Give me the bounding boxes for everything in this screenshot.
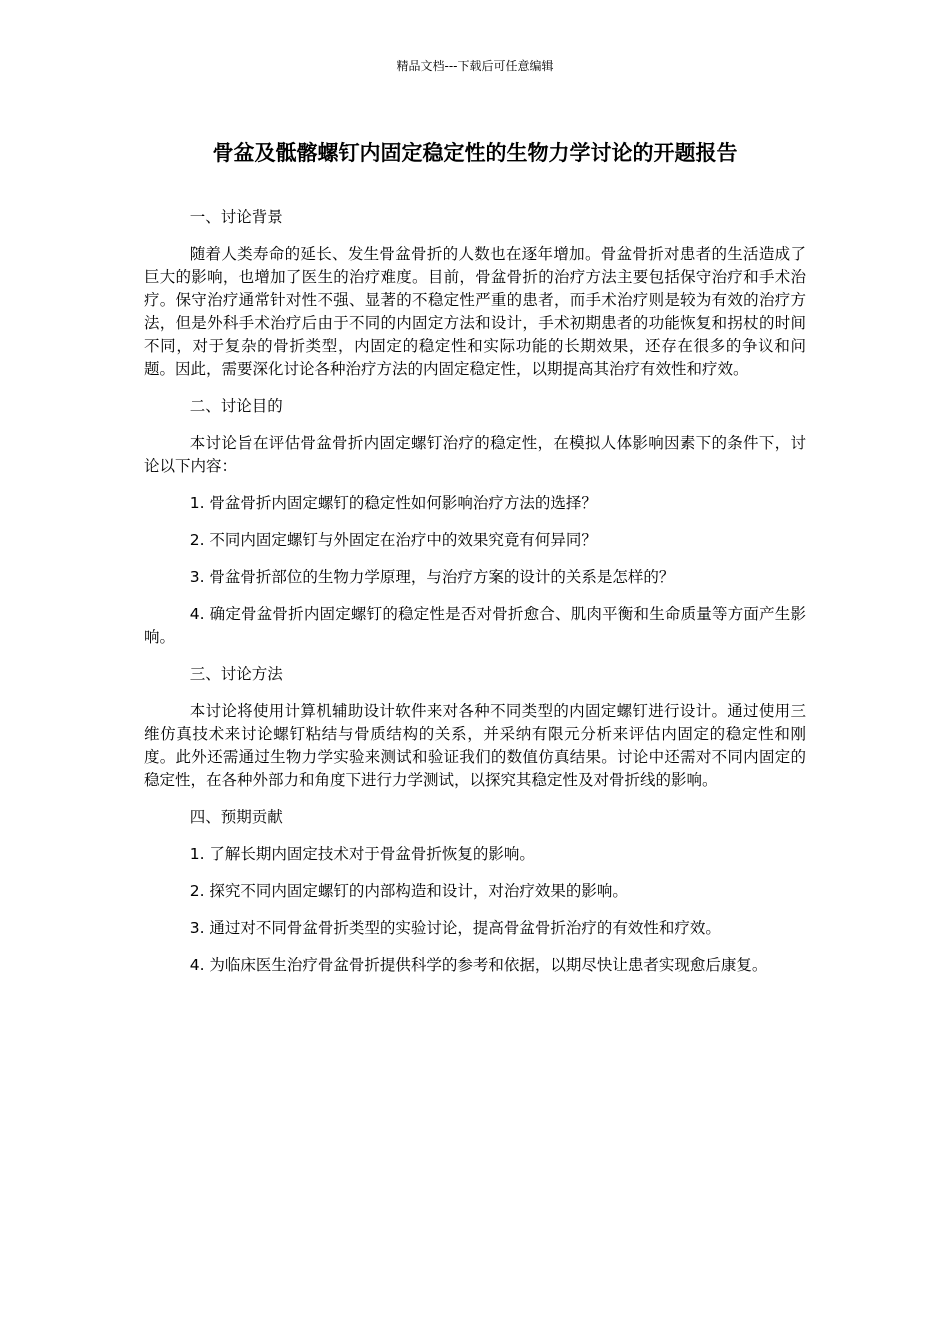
- section-heading-methods: 三、讨论方法: [189, 665, 283, 683]
- list-item-purpose-3: 3. 骨盆骨折部位的生物力学原理，与治疗方案的设计的关系是怎样的？: [189, 568, 675, 586]
- header-note: 精品文档---下载后可任意编辑: [396, 59, 554, 73]
- list-item-contribution-2: 2. 探究不同内固定螺钉的内部构造和设计，对治疗效果的影响。: [189, 882, 628, 900]
- list-item-purpose-1: 1. 骨盆骨折内固定螺钉的稳定性如何影响治疗方法的选择？: [189, 494, 597, 512]
- document-title: 骨盆及骶髂螺钉内固定稳定性的生物力学讨论的开题报告: [212, 141, 738, 165]
- document-body: [144, 206, 806, 991]
- list-item-contribution-1: 1. 了解长期内固定技术对于骨盆骨折恢复的影响。: [189, 845, 535, 863]
- section-heading-background: 一、讨论背景: [189, 208, 283, 226]
- paragraph-methods: 本讨论将使用计算机辅助设计软件来对各种不同类型的内固定螺钉进行设计。通过使用三维仿真技术来讨论螺钉粘结与骨质结构的关系，并采纳有限元分析来评估内固定的稳定性和刚度。此外还需通过生物力学实验来测试和验证我们的数值仿真结果。讨论中还需对不同内固定的稳定性，在各种外部力和角度下进行力学测试，以探究其稳定性及对骨折线的影响。: [144, 702, 806, 789]
- list-item-contribution-4: 4. 为临床医生治疗骨盆骨折提供科学的参考和依据，以期尽快让患者实现愈后康复。: [189, 956, 768, 974]
- section-heading-contributions: 四、预期贡献: [189, 808, 283, 826]
- section-heading-purpose: 二、讨论目的: [189, 397, 283, 415]
- paragraph-purpose-intro: 本讨论旨在评估骨盆骨折内固定螺钉治疗的稳定性，在模拟人体影响因素下的条件下，讨论以下内容：: [144, 434, 806, 475]
- list-item-purpose-4: 4. 确定骨盆骨折内固定螺钉的稳定性是否对骨折愈合、肌肉平衡和生命质量等方面产生影响。: [144, 605, 806, 646]
- list-item-contribution-3: 3. 通过对不同骨盆骨折类型的实验讨论，提高骨盆骨折治疗的有效性和疗效。: [189, 919, 721, 937]
- paragraph-background: 随着人类寿命的延长、发生骨盆骨折的人数也在逐年增加。骨盆骨折对患者的生活造成了巨大的影响，也增加了医生的治疗难度。目前，骨盆骨折的治疗方法主要包括保守治疗和手术治疗。保守治疗通常针对性不强、显著的不稳定性严重的患者，而手术治疗则是较为有效的治疗方法，但是外科手术治疗后由于不同的内固定方法和设计，手术初期患者的功能恢复和拐杖的时间不同，对于复杂的骨折类型，内固定的稳定性和实际功能的长期效果，还存在很多的争议和问题。因此，需要深化讨论各种治疗方法的内固定稳定性，以期提高其治疗有效性和疗效。: [144, 245, 806, 378]
- list-item-purpose-2: 2. 不同内固定螺钉与外固定在治疗中的效果究竟有何异同？: [189, 531, 597, 549]
